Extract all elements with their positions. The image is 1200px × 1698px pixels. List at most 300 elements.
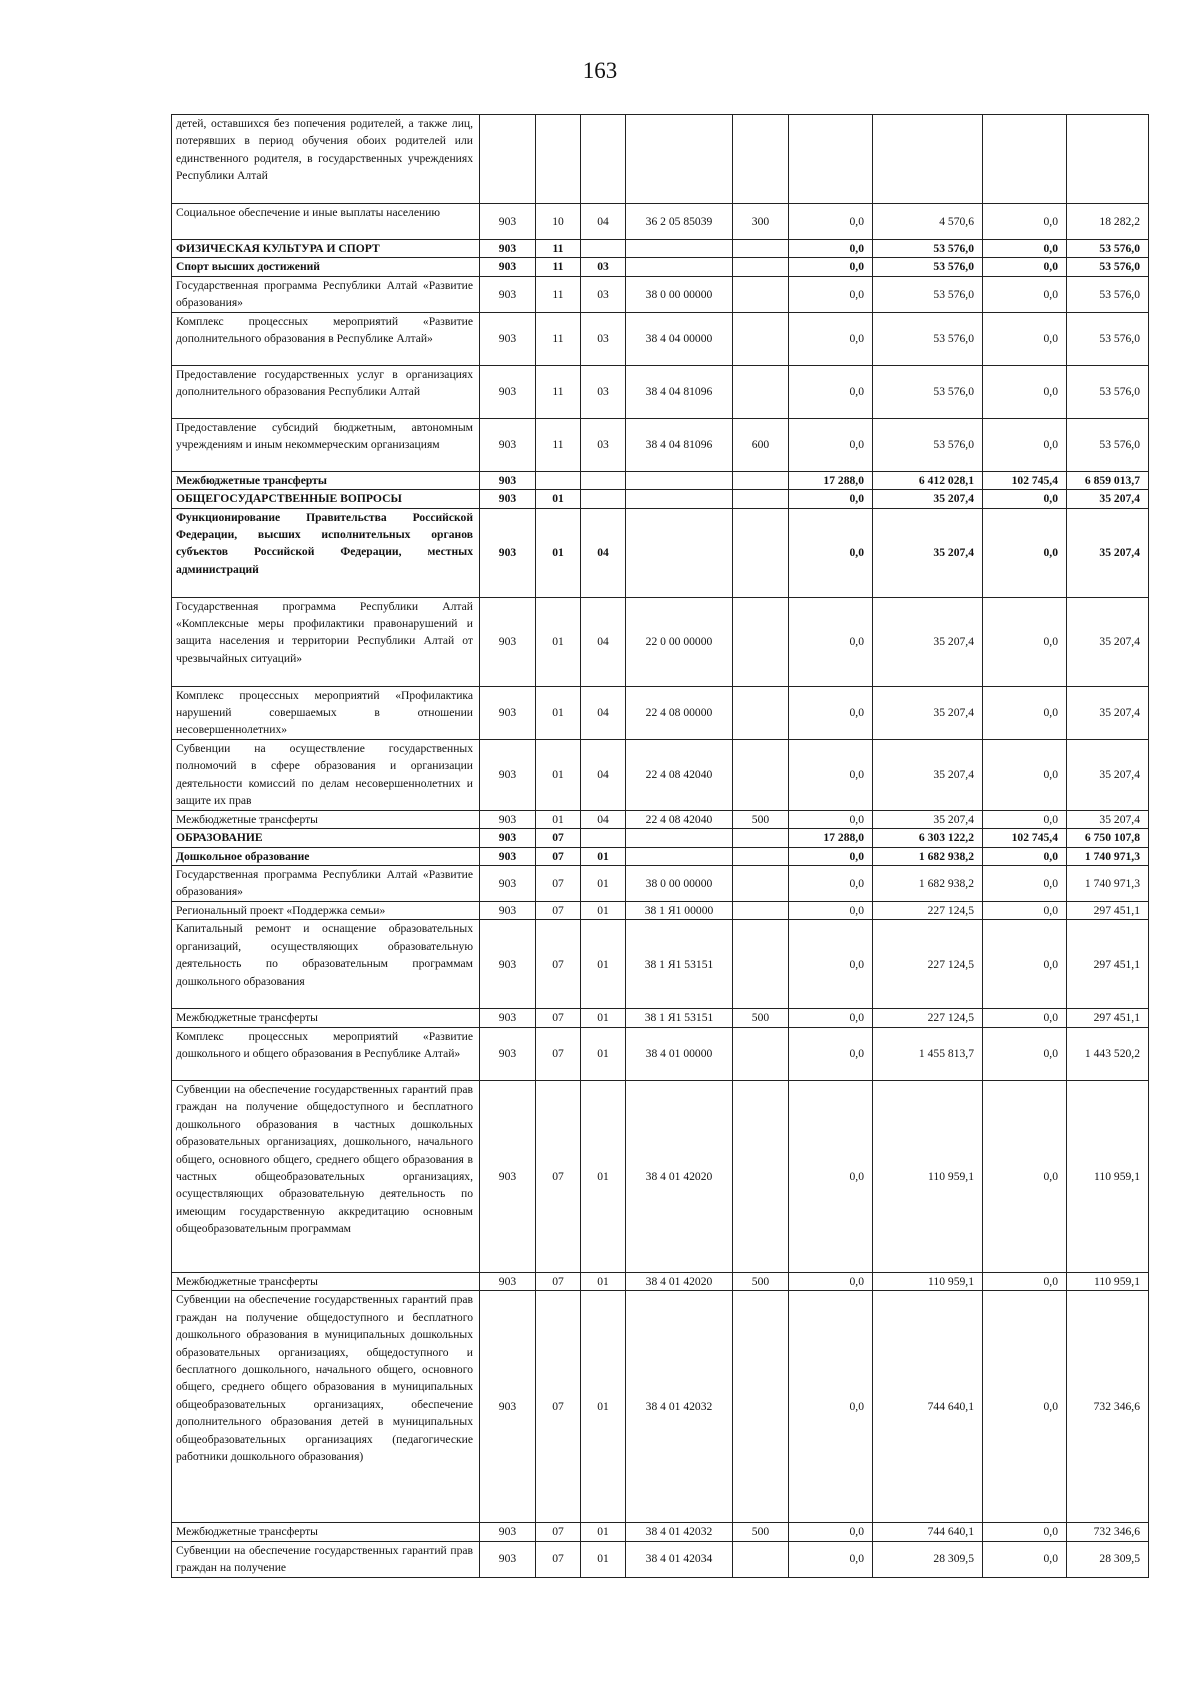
department-code-cell: 903 [480,490,536,508]
department-code-cell: 903 [480,920,536,1009]
target-article-cell [626,471,733,489]
department-code-cell: 903 [480,1272,536,1290]
section-code-cell: 11 [536,240,581,258]
amount-2-cell: 35 207,4 [873,739,983,810]
amount-1-cell: 0,0 [789,739,873,810]
amount-4-cell: 53 576,0 [1067,418,1149,471]
section-code-cell: 10 [536,204,581,240]
amount-2-cell: 35 207,4 [873,508,983,597]
target-article-cell: 38 4 01 42020 [626,1080,733,1272]
amount-2-cell: 744 640,1 [873,1291,983,1523]
amount-1-cell: 0,0 [789,920,873,1009]
amount-4-cell: 53 576,0 [1067,258,1149,276]
subsection-code-cell: 03 [581,418,626,471]
amount-4-cell: 53 576,0 [1067,240,1149,258]
amount-2-cell: 53 576,0 [873,418,983,471]
section-code-cell: 01 [536,686,581,739]
expense-type-cell [733,829,789,847]
table-row [172,115,1149,204]
amount-2-cell: 53 576,0 [873,312,983,365]
page-number: 163 [582,58,618,83]
section-code-cell: 11 [536,312,581,365]
expense-type-cell [733,508,789,597]
subsection-code-cell: 04 [581,597,626,686]
expense-type-cell [733,1080,789,1272]
amount-1-cell [789,115,873,204]
department-code-cell: 903 [480,686,536,739]
amount-1-cell: 0,0 [789,1272,873,1290]
subsection-code-cell: 04 [581,810,626,828]
table-row [172,920,1149,1009]
target-article-cell: 38 4 04 81096 [626,418,733,471]
table-row [172,471,1149,489]
department-code-cell [480,115,536,204]
expense-type-cell [733,1291,789,1523]
table-row [172,1009,1149,1027]
amount-3-cell: 0,0 [983,258,1067,276]
table-row [172,276,1149,312]
expense-type-cell: 500 [733,1272,789,1290]
section-code-cell: 11 [536,258,581,276]
section-code-cell [536,471,581,489]
target-article-cell: 38 4 01 42020 [626,1272,733,1290]
department-code-cell: 903 [480,739,536,810]
table-row [172,258,1149,276]
amount-1-cell: 0,0 [789,240,873,258]
amount-3-cell: 0,0 [983,1541,1067,1577]
amount-3-cell: 0,0 [983,490,1067,508]
amount-2-cell: 227 124,5 [873,902,983,920]
amount-1-cell: 0,0 [789,418,873,471]
row-name-cell: Капитальный ремонт и оснащение образовательных организаций, осуществляющих образовательную деятельность по образовательным программам дошкольного образования [172,920,480,1009]
section-code-cell: 07 [536,1027,581,1080]
target-article-cell: 38 4 01 00000 [626,1027,733,1080]
target-article-cell [626,490,733,508]
amount-3-cell: 0,0 [983,810,1067,828]
table-row [172,204,1149,240]
subsection-code-cell [581,829,626,847]
amount-1-cell: 0,0 [789,365,873,418]
amount-1-cell: 0,0 [789,1523,873,1541]
row-name-cell: Субвенции на осуществление государственных полномочий в сфере образования и организации деятельности комиссий по делам несовершеннолетних и защите их прав [172,739,480,810]
amount-1-cell: 17 288,0 [789,829,873,847]
amount-2-cell: 1 682 938,2 [873,847,983,865]
amount-3-cell: 0,0 [983,686,1067,739]
row-name-cell: ФИЗИЧЕСКАЯ КУЛЬТУРА И СПОРТ [172,240,480,258]
expense-type-cell [733,920,789,1009]
amount-4-cell: 1 740 971,3 [1067,847,1149,865]
amount-4-cell: 53 576,0 [1067,276,1149,312]
amount-4-cell: 110 959,1 [1067,1080,1149,1272]
amount-2-cell: 35 207,4 [873,810,983,828]
department-code-cell: 903 [480,1027,536,1080]
subsection-code-cell: 01 [581,1027,626,1080]
target-article-cell: 38 1 Я1 00000 [626,902,733,920]
expense-type-cell [733,739,789,810]
amount-3-cell: 0,0 [983,1080,1067,1272]
subsection-code-cell [581,471,626,489]
expense-type-cell [733,115,789,204]
amount-3-cell: 0,0 [983,508,1067,597]
table-row [172,418,1149,471]
target-article-cell: 36 2 05 85039 [626,204,733,240]
section-code-cell [536,115,581,204]
amount-3-cell: 0,0 [983,920,1067,1009]
amount-4-cell: 18 282,2 [1067,204,1149,240]
department-code-cell: 903 [480,1009,536,1027]
subsection-code-cell: 01 [581,1541,626,1577]
subsection-code-cell: 03 [581,276,626,312]
section-code-cell: 01 [536,490,581,508]
amount-4-cell: 1 740 971,3 [1067,866,1149,902]
amount-2-cell: 28 309,5 [873,1541,983,1577]
department-code-cell: 903 [480,810,536,828]
amount-1-cell: 0,0 [789,204,873,240]
department-code-cell: 903 [480,508,536,597]
section-code-cell: 01 [536,508,581,597]
subsection-code-cell: 04 [581,508,626,597]
row-name-cell: Социальное обеспечение и иные выплаты населению [172,204,480,240]
department-code-cell: 903 [480,471,536,489]
row-name-cell: Дошкольное образование [172,847,480,865]
target-article-cell [626,240,733,258]
amount-2-cell: 227 124,5 [873,920,983,1009]
amount-4-cell: 297 451,1 [1067,1009,1149,1027]
amount-1-cell: 0,0 [789,1080,873,1272]
section-code-cell: 07 [536,1523,581,1541]
section-code-cell: 07 [536,1080,581,1272]
expense-type-cell [733,597,789,686]
section-code-cell: 07 [536,829,581,847]
amount-3-cell [983,115,1067,204]
expense-type-cell: 300 [733,204,789,240]
amount-3-cell: 0,0 [983,1009,1067,1027]
amount-3-cell: 0,0 [983,365,1067,418]
target-article-cell: 38 1 Я1 53151 [626,1009,733,1027]
amount-3-cell: 0,0 [983,739,1067,810]
subsection-code-cell: 04 [581,739,626,810]
section-code-cell: 01 [536,597,581,686]
row-name-cell: Межбюджетные трансферты [172,1009,480,1027]
expense-type-cell [733,866,789,902]
amount-4-cell: 1 443 520,2 [1067,1027,1149,1080]
amount-1-cell: 0,0 [789,490,873,508]
expense-type-cell [733,365,789,418]
table-row [172,490,1149,508]
row-name-cell: ОБРАЗОВАНИЕ [172,829,480,847]
target-article-cell: 22 4 08 42040 [626,810,733,828]
section-code-cell: 07 [536,920,581,1009]
amount-1-cell: 0,0 [789,276,873,312]
amount-2-cell: 4 570,6 [873,204,983,240]
amount-2-cell: 35 207,4 [873,597,983,686]
amount-2-cell: 227 124,5 [873,1009,983,1027]
table-row [172,240,1149,258]
section-code-cell: 07 [536,1009,581,1027]
row-name-cell: Государственная программа Республики Алтай «Развитие образования» [172,276,480,312]
department-code-cell: 903 [480,312,536,365]
expense-type-cell [733,490,789,508]
table-row [172,829,1149,847]
target-article-cell [626,508,733,597]
amount-4-cell: 297 451,1 [1067,902,1149,920]
expense-type-cell [733,276,789,312]
amount-1-cell: 0,0 [789,1291,873,1523]
target-article-cell: 38 4 04 81096 [626,365,733,418]
row-name-cell: Комплекс процессных мероприятий «Развитие дошкольного и общего образования в Республике Алтай» [172,1027,480,1080]
row-name-cell: Межбюджетные трансферты [172,1523,480,1541]
expense-type-cell [733,471,789,489]
amount-2-cell: 110 959,1 [873,1080,983,1272]
amount-1-cell: 0,0 [789,686,873,739]
target-article-cell: 38 4 01 42034 [626,1541,733,1577]
subsection-code-cell [581,240,626,258]
table-row [172,1272,1149,1290]
department-code-cell: 903 [480,240,536,258]
amount-1-cell: 0,0 [789,597,873,686]
amount-2-cell: 53 576,0 [873,240,983,258]
section-code-cell: 07 [536,1291,581,1523]
department-code-cell: 903 [480,258,536,276]
department-code-cell: 903 [480,1291,536,1523]
table-row [172,508,1149,597]
amount-3-cell: 0,0 [983,1272,1067,1290]
row-name-cell: Субвенции на обеспечение государственных гарантий прав граждан на получение общедоступного и бесплатного дошкольного образования в частных дошкольных образовательных организациях, дошкольного, начального общего, основного общего, среднего общего образования в частных общеобразовательных организациях, осуществляющих образовательную деятельность по имеющим государственную аккредитацию основным общеобразовательным программам [172,1080,480,1272]
section-code-cell: 11 [536,365,581,418]
target-article-cell: 22 4 08 42040 [626,739,733,810]
subsection-code-cell: 01 [581,866,626,902]
amount-4-cell: 35 207,4 [1067,686,1149,739]
amount-2-cell: 6 303 122,2 [873,829,983,847]
table-row [172,739,1149,810]
amount-1-cell: 0,0 [789,902,873,920]
amount-4-cell: 35 207,4 [1067,810,1149,828]
target-article-cell [626,829,733,847]
amount-4-cell: 53 576,0 [1067,365,1149,418]
target-article-cell [626,258,733,276]
amount-2-cell [873,115,983,204]
amount-2-cell: 744 640,1 [873,1523,983,1541]
amount-4-cell [1067,115,1149,204]
row-name-cell: Предоставление субсидий бюджетным, автономным учреждениям и иным некоммерческим организациям [172,418,480,471]
department-code-cell: 903 [480,847,536,865]
department-code-cell: 903 [480,902,536,920]
amount-4-cell: 28 309,5 [1067,1541,1149,1577]
amount-4-cell: 35 207,4 [1067,739,1149,810]
expense-type-cell: 600 [733,418,789,471]
amount-3-cell: 102 745,4 [983,829,1067,847]
target-article-cell: 22 0 00 00000 [626,597,733,686]
table-row [172,365,1149,418]
target-article-cell [626,115,733,204]
amount-1-cell: 0,0 [789,1541,873,1577]
amount-1-cell: 0,0 [789,508,873,597]
amount-1-cell: 0,0 [789,1009,873,1027]
target-article-cell: 38 1 Я1 53151 [626,920,733,1009]
row-name-cell: Межбюджетные трансферты [172,471,480,489]
row-name-cell: Межбюджетные трансферты [172,810,480,828]
row-name-cell: ОБЩЕГОСУДАРСТВЕННЫЕ ВОПРОСЫ [172,490,480,508]
amount-2-cell: 53 576,0 [873,365,983,418]
target-article-cell: 38 4 01 42032 [626,1291,733,1523]
amount-1-cell: 0,0 [789,866,873,902]
amount-3-cell: 0,0 [983,418,1067,471]
amount-4-cell: 6 859 013,7 [1067,471,1149,489]
section-code-cell: 07 [536,866,581,902]
table-row [172,1027,1149,1080]
expense-type-cell [733,1541,789,1577]
subsection-code-cell: 03 [581,258,626,276]
amount-3-cell: 0,0 [983,276,1067,312]
table-row [172,312,1149,365]
expense-type-cell: 500 [733,1009,789,1027]
row-name-cell: Региональный проект «Поддержка семьи» [172,902,480,920]
department-code-cell: 903 [480,276,536,312]
row-name-cell: Субвенции на обеспечение государственных гарантий прав граждан на получение общедоступного и бесплатного дошкольного образования в муниципальных дошкольных образовательных организациях, общедоступного и бесплатного дошкольного, начального общего, основного общего, среднего общего образования в муниципальных общеобразовательных организациях, обеспечение дополнительного образования детей в муниципальных общеобразовательных организациях (педагогические работники дошкольного образования) [172,1291,480,1523]
subsection-code-cell: 04 [581,686,626,739]
subsection-code-cell: 01 [581,1272,626,1290]
table-row [172,1291,1149,1523]
row-name-cell: Функционирование Правительства Российской Федерации, высших исполнительных органов субъектов Российской Федерации, местных администраций [172,508,480,597]
table-row [172,686,1149,739]
department-code-cell: 903 [480,1523,536,1541]
subsection-code-cell: 01 [581,1009,626,1027]
amount-4-cell: 35 207,4 [1067,490,1149,508]
budget-table [171,114,1149,1578]
department-code-cell: 903 [480,1080,536,1272]
amount-3-cell: 0,0 [983,1523,1067,1541]
subsection-code-cell: 03 [581,365,626,418]
amount-1-cell: 0,0 [789,258,873,276]
target-article-cell: 38 0 00 00000 [626,866,733,902]
department-code-cell: 903 [480,365,536,418]
amount-3-cell: 0,0 [983,204,1067,240]
section-code-cell: 01 [536,739,581,810]
subsection-code-cell: 01 [581,1523,626,1541]
table-row [172,1080,1149,1272]
amount-4-cell: 35 207,4 [1067,597,1149,686]
amount-3-cell: 0,0 [983,1027,1067,1080]
department-code-cell: 903 [480,597,536,686]
subsection-code-cell: 01 [581,847,626,865]
row-name-cell: Комплекс процессных мероприятий «Профилактика нарушений совершаемых в отношении несовершеннолетних» [172,686,480,739]
department-code-cell: 903 [480,1541,536,1577]
amount-1-cell: 0,0 [789,1027,873,1080]
amount-1-cell: 17 288,0 [789,471,873,489]
budget-table-body [172,115,1149,1578]
amount-1-cell: 0,0 [789,847,873,865]
target-article-cell: 22 4 08 00000 [626,686,733,739]
row-name-cell: Комплекс процессных мероприятий «Развитие дополнительного образования в Республике Алтай» [172,312,480,365]
amount-1-cell: 0,0 [789,312,873,365]
section-code-cell: 07 [536,1541,581,1577]
amount-2-cell: 53 576,0 [873,276,983,312]
expense-type-cell [733,258,789,276]
section-code-cell: 07 [536,847,581,865]
amount-1-cell: 0,0 [789,810,873,828]
table-row [172,810,1149,828]
target-article-cell: 38 0 00 00000 [626,276,733,312]
amount-3-cell: 0,0 [983,866,1067,902]
expense-type-cell [733,1027,789,1080]
section-code-cell: 11 [536,276,581,312]
subsection-code-cell [581,115,626,204]
table-row [172,866,1149,902]
subsection-code-cell: 03 [581,312,626,365]
amount-4-cell: 297 451,1 [1067,920,1149,1009]
target-article-cell: 38 4 04 00000 [626,312,733,365]
amount-2-cell: 1 455 813,7 [873,1027,983,1080]
amount-2-cell: 110 959,1 [873,1272,983,1290]
expense-type-cell: 500 [733,1523,789,1541]
department-code-cell: 903 [480,204,536,240]
amount-4-cell: 110 959,1 [1067,1272,1149,1290]
subsection-code-cell: 01 [581,902,626,920]
amount-3-cell: 0,0 [983,847,1067,865]
table-row [172,597,1149,686]
row-name-cell: Государственная программа Республики Алтай «Комплексные меры профилактики правонарушений и защита населения и территории Республики Алтай от чрезвычайных ситуаций» [172,597,480,686]
section-code-cell: 01 [536,810,581,828]
subsection-code-cell: 01 [581,920,626,1009]
section-code-cell: 07 [536,902,581,920]
row-name-cell: Межбюджетные трансферты [172,1272,480,1290]
section-code-cell: 11 [536,418,581,471]
amount-2-cell: 35 207,4 [873,490,983,508]
department-code-cell: 903 [480,829,536,847]
amount-3-cell: 0,0 [983,240,1067,258]
subsection-code-cell: 04 [581,204,626,240]
amount-4-cell: 53 576,0 [1067,312,1149,365]
row-name-cell: Спорт высших достижений [172,258,480,276]
table-row [172,1541,1149,1577]
target-article-cell [626,847,733,865]
expense-type-cell [733,902,789,920]
amount-4-cell: 732 346,6 [1067,1523,1149,1541]
amount-4-cell: 35 207,4 [1067,508,1149,597]
section-code-cell: 07 [536,1272,581,1290]
expense-type-cell [733,240,789,258]
amount-3-cell: 0,0 [983,1291,1067,1523]
row-name-cell: Предоставление государственных услуг в организациях дополнительного образования Республики Алтай [172,365,480,418]
amount-3-cell: 102 745,4 [983,471,1067,489]
table-row [172,847,1149,865]
amount-3-cell: 0,0 [983,902,1067,920]
row-name-cell: Субвенции на обеспечение государственных гарантий прав граждан на получение [172,1541,480,1577]
expense-type-cell [733,686,789,739]
subsection-code-cell: 01 [581,1291,626,1523]
amount-3-cell: 0,0 [983,597,1067,686]
subsection-code-cell [581,490,626,508]
department-code-cell: 903 [480,418,536,471]
amount-2-cell: 53 576,0 [873,258,983,276]
table-row [172,902,1149,920]
expense-type-cell [733,847,789,865]
row-name-cell: детей, оставшихся без попечения родителей, а также лиц, потерявших в период обучения обоих родителей или единственного родителя, в государственных учреждениях Республики Алтай [172,115,480,204]
amount-2-cell: 6 412 028,1 [873,471,983,489]
amount-4-cell: 6 750 107,8 [1067,829,1149,847]
table-row [172,1523,1149,1541]
expense-type-cell [733,312,789,365]
department-code-cell: 903 [480,866,536,902]
target-article-cell: 38 4 01 42032 [626,1523,733,1541]
row-name-cell: Государственная программа Республики Алтай «Развитие образования» [172,866,480,902]
amount-2-cell: 35 207,4 [873,686,983,739]
subsection-code-cell: 01 [581,1080,626,1272]
amount-3-cell: 0,0 [983,312,1067,365]
amount-4-cell: 732 346,6 [1067,1291,1149,1523]
amount-2-cell: 1 682 938,2 [873,866,983,902]
expense-type-cell: 500 [733,810,789,828]
